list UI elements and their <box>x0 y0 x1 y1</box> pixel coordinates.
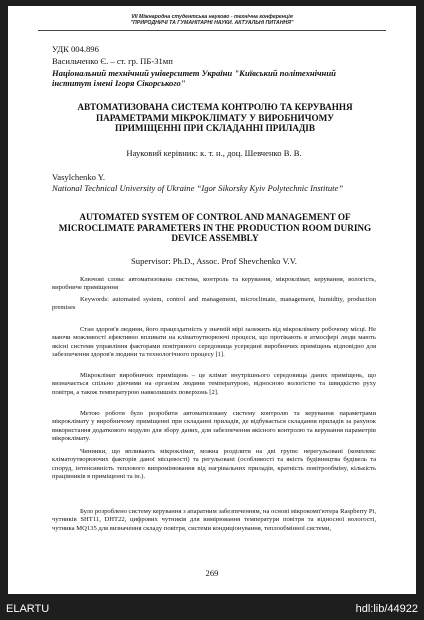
conference-header-line1: VII Міжнародна студентська науково - технічна конференція <box>131 14 293 20</box>
page-number: 269 <box>205 568 219 578</box>
document-page <box>8 6 416 594</box>
author-ua: Васильченко Є. – ст. гр. ПБ-31мп <box>52 56 173 66</box>
footer-bar <box>0 598 424 620</box>
author-en: Vasylchenko Y. <box>52 172 105 182</box>
header-divider <box>38 30 386 31</box>
title-ua: АВТОМАТИЗОВАНА СИСТЕМА КОНТРОЛЮ ТА КЕРУВАННЯ ПАРАМЕТРАМИ МІКРОКЛІМАТУ У ВИРОБНИЧОМУ ПРИМІЩЕННІ ПРИ СКЛАДАННІ ПРИЛАДІВ <box>77 102 353 134</box>
paragraph-1-text: Стан здоров'я людини, його працездатність у значній мірі залежить від мікроклімату робочому місці. Не маючи можливості ефективно впливати на кліматоутворюючі процеси, що протікають в атмосфері люди мають якісні системи управління факторами повітряного середовища усередині виробничих приміщень відповідно для забезпечення здоров'я людини та технологічного процесу [1]. <box>52 326 376 359</box>
keywords-en <box>52 296 376 313</box>
title-en: AUTOMATED SYSTEM OF CONTROL AND MANAGEMENT OF MICROCLIMATE PARAMETERS IN THE PRODUCTION ROOM DURING DEVICE ASSEMBLY <box>58 212 372 244</box>
paragraph-1 <box>52 326 376 360</box>
keywords-en-text: Keywords: automated system, control and management, microclimate, management, humidity, production premises <box>52 296 376 312</box>
affiliation-ua: Національний технічний університет України "Київський політехнічний інститут імені Ігоря Сікорського" <box>52 68 336 88</box>
conference-header <box>8 14 416 27</box>
paragraph-4 <box>52 448 376 482</box>
keywords-ua-text: Ключові слова: автоматизована система, контроль та керування, мікроклімат, керування, вологість, виробниче приміщення <box>52 276 376 292</box>
paragraph-2-text: Мікроклімат виробничих приміщень – це клімат внутрішнього середовища даних приміщень, що визначається спільно діючими на організм людини температурою, відносною вологістю та швидкістю руху повітря, а також температурою навколишніх поверхонь [2]. <box>52 372 376 396</box>
paragraph-2 <box>52 372 376 397</box>
conference-header-line2: "ПРИРОДНИЧІ ТА ГУМАНІТАРНІ НАУКИ. АКТУАЛЬНІ ПИТАННЯ" <box>130 20 294 27</box>
supervisor-en: Supervisor: Ph.D., Assoc. Prof Shevchenko V.V. <box>131 256 297 266</box>
paragraph-3-text: Метою роботи було розробити автоматизовану систему контролю та керування параметрами мікроклімату у виробничому приміщенні при складанні приладів, де відбувається складання приладів за рахунок використання додаткового модулю для збору даних, для забезпечення якісного контролю та керування параметрів мікроклімату. <box>52 410 376 443</box>
paragraph-3 <box>52 410 376 444</box>
footer-handle-label: hdl:lib/44922 <box>355 603 418 615</box>
paragraph-5-text: Було розроблено систему керування з апаратним забезпеченням, на основі мікрокомп'ютера Raspberry Pi, чутників SHT11, DHT22, цифрових чутників для вимірювання температури повітря та відносної вологості, чутника MQ135 для визначення складу повітря, системи кондиціонування, теплообмінної системи, <box>52 508 376 532</box>
paragraph-4-text: Чинники, що впливають мікроклімат, можна розділити на дві групи: нерегульовані (комплекс кліматоутворюючих факторів даної місцевості) та регульовані (особливості та якість будівництва будівель та споруд, інтенсивність теплового випромінювання від нагрівальних приладів, кратність повітрообміну, кількість працівників в приміщенні та ін.). <box>52 448 376 481</box>
paragraph-5 <box>52 508 376 533</box>
footer-repository-label: ELARTU <box>6 603 50 615</box>
affiliation-en: National Technical University of Ukraine “Igor Sikorsky Kyiv Polytechnic Institute” <box>52 183 344 193</box>
udc-code: УДК 004.896 <box>52 44 99 54</box>
keywords-ua <box>52 276 376 293</box>
supervisor-ua: Науковий керівник: к. т. н., доц. Шевченко В. В. <box>126 148 302 158</box>
